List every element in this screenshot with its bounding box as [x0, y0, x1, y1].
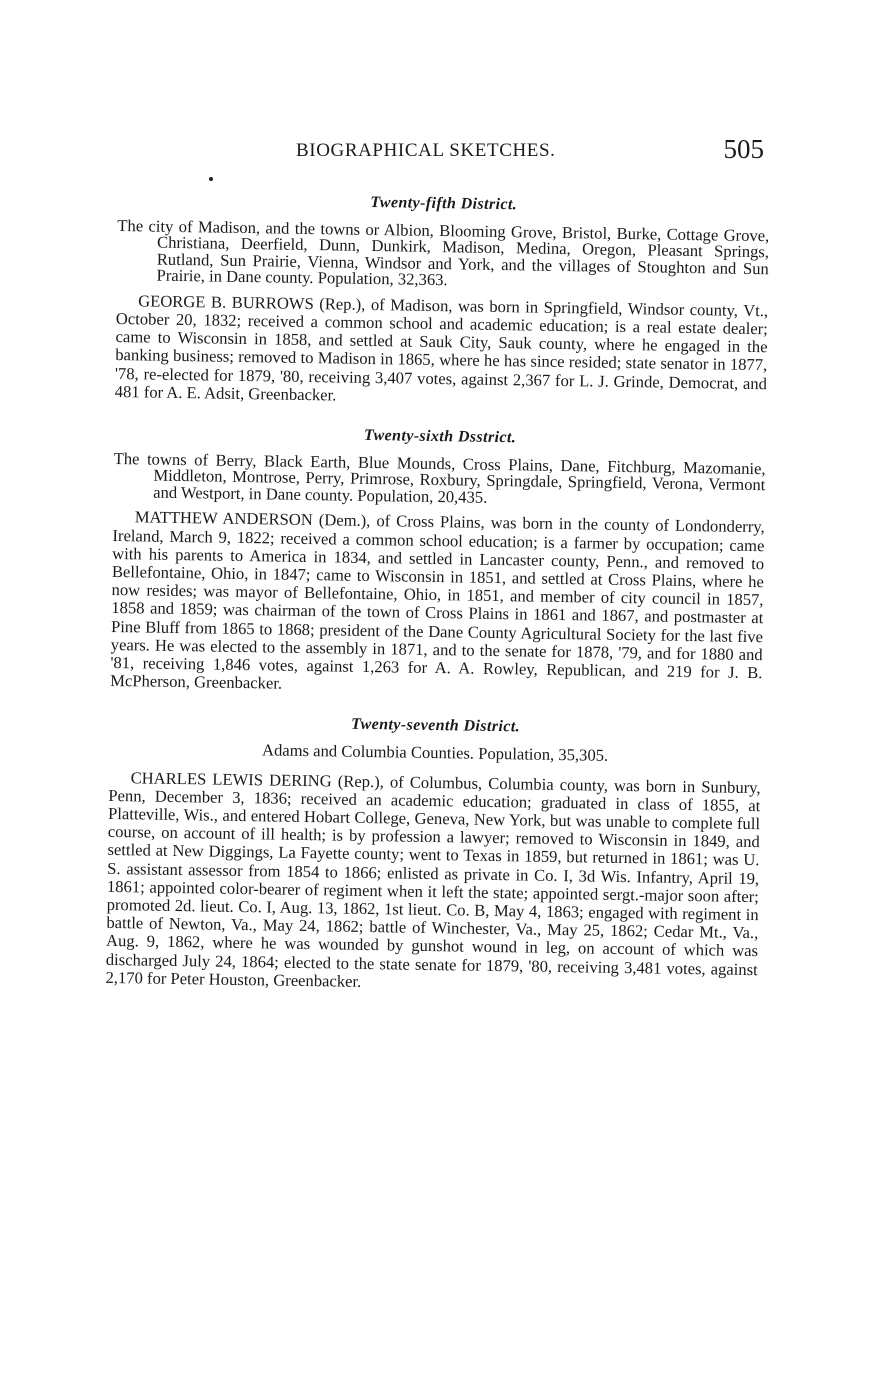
district-heading: Twenty-sixth Dsstrict.: [363, 426, 517, 447]
running-title: BIOGRAPHICAL SKETCHES.: [296, 140, 556, 161]
district-description: Adams and Columbia Counties. Population, 35,305.: [261, 740, 609, 765]
district-heading: Twenty-seventh District.: [350, 716, 521, 736]
senator-biography: MATTHEW ANDERSON (Dem.), of Cross Plains, was born in the county of Londonderry, Ireland, March 9, 1822; received a common school education; is a farmer by occupation; came with his parents to America in 1834, and settled in Lancaster county, Penn., and removed to Bellefontaine, Ohio, in 1847; came to Wisconsin in 1851, and settled at Cross Plains, where he now resides; was mayor of Bellefontaine, Ohio, in 1851, and member of city council in 1857, 1858 and 1859; was chairman of the town of Cross Plains in 1861 and 1867, and postmaster at Pine Bluff from 1865 to 1868; president of the Dane County Agricultural Society for the last five years. He was elected to the assembly in 1871, and to the senate for 1878, '79, and for 1880 and '81, receiving 1,846 votes, against 1,263 for A. A. Rowley, Republican, and 219 for J. B. McPherson, Greenbacker.: [110, 507, 765, 693]
text-column: [105, 184, 770, 1019]
ink-speck: [209, 177, 213, 181]
senator-biography: GEORGE B. BURROWS (Rep.), of Madison, was born in Springfield, Windsor county, Vt., October 20, 1832; received a common school and academic education; is a real estate dealer; came to Wisconsin in 1858, and settled at Sauk City, Sauk county, where he engaged in the banking business; removed to Madison in 1865, where he has since resided; state senator in 1877, '78, re-elected for 1879, '80, receiving 3,407 votes, against 2,367 for L. J. Grinde, Democrat, and 481 for A. E. Adsit, Greenbacker.: [114, 291, 769, 405]
senator-biography: CHARLES LEWIS DERING (Rep.), of Columbus, Columbia county, was born in Sunbury, Penn, December 3, 1836; received an academic education; graduated in class of 1855, at Platteville, Wis., and entered Hobart College, Geneva, New York, but was unable to complete full course, on account of ill health; is by profession a lawyer; removed to Wisconsin in 1849, and settled at New Diggings, La Fayette county; went to Texas in 1859, but returned in 1861; was U. S. assistant assessor from 1854 to 1866; enlisted as private in Co. I, 3d Wis. Infantry, April 19, 1861; appointed color-bearer of regiment when it left the state; appointed sergt.-major soon after; promoted 2d. lieut. Co. I, Aug. 13, 1862, 1st lieut. Co. B, May 4, 1863; engaged with regiment in battle of Newton, Va., May 24, 1862; battle of Winchester, Va., May 25, 1862; Cedar Mt., Va., Aug. 9, 1862, where he was wounded by gunshot wound in leg, on account of which was discharged July 24, 1864; elected to the state senate for 1879, '80, receiving 3,481 votes, against 2,170 for Peter Houston, Greenbacker.: [105, 767, 761, 991]
district-heading: Twenty-fifth District.: [370, 193, 518, 214]
page-number: 505: [723, 134, 764, 164]
district-description: The city of Madison, and the towns or Albion, Blooming Grove, Bristol, Burke, Cottage Grove, Christiana, Deerfield, Dunn, Dunkirk, Madison, Medina, Oregon, Pleasant Springs, Rutland, Sun Prairie, Vienna, Windsor and York, and the villages of Stoughton and Sun Prairie, in Dane county. Population, 32,363.: [117, 215, 770, 290]
running-header: [120, 134, 770, 168]
district-section-26: [110, 423, 766, 701]
district-section-25: [115, 190, 770, 411]
district-section-27: [105, 712, 761, 997]
district-description: The towns of Berry, Black Earth, Blue Mounds, Cross Plains, Dane, Fitchburg, Mazomanie, Middleton, Montrose, Perry, Primrose, Roxbury, Springdale, Springfield, Verona, Vermont and Westport, in Dane county. Population, 20,435.: [113, 448, 766, 507]
